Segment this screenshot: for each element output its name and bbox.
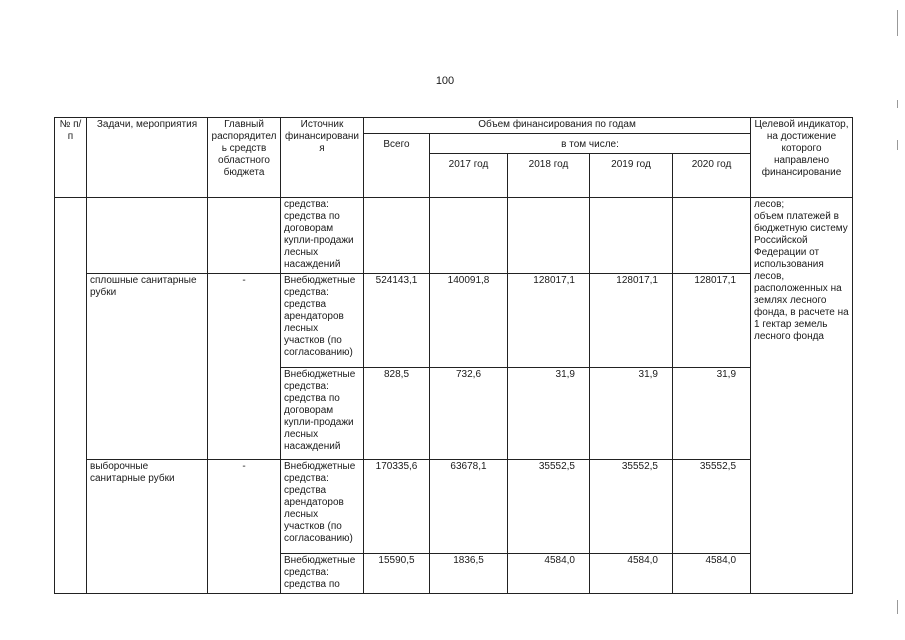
cell-total: 524143,1: [364, 274, 430, 368]
scan-edge-mark: [897, 600, 898, 614]
cell-2019: [590, 198, 673, 274]
cell-2020: 31,9: [673, 368, 751, 460]
cell-distributor: -: [208, 274, 281, 460]
cell-source: Внебюджетные средства: средства по договорам купли-продажи лесных насаждений: [281, 368, 364, 460]
cell-2020: 35552,5: [673, 460, 751, 554]
cell-2020: 128017,1: [673, 274, 751, 368]
cell-total: 828,5: [364, 368, 430, 460]
header-target: Целевой индикатор, на достижение которого направлено финансирование: [751, 118, 853, 198]
cell-2018: 35552,5: [508, 460, 590, 554]
cell-2017: [430, 198, 508, 274]
cell-source: Внебюджетные средства: средства арендаторов лесных участков (по согласованию): [281, 460, 364, 554]
cell-2018: 4584,0: [508, 554, 590, 594]
scan-edge-mark: [897, 10, 898, 36]
header-year-2018: 2018 год: [508, 154, 590, 198]
cell-2019: 128017,1: [590, 274, 673, 368]
cell-total: 15590,5: [364, 554, 430, 594]
cell-2017: 1836,5: [430, 554, 508, 594]
header-source: Источник финансирования: [281, 118, 364, 198]
cell-target: лесов; объем платежей в бюджетную систему Российской Федерации от использования лесов, расположенных на землях лесного фонда, в расчете на 1 гектар земель лесного фонда: [751, 198, 853, 594]
cell-num: [55, 198, 87, 594]
cell-task: [87, 198, 208, 274]
cell-total: [364, 198, 430, 274]
cell-task: сплошные санитарные рубки: [87, 274, 208, 460]
cell-distributor: -: [208, 460, 281, 594]
financing-table-wrapper: [54, 117, 853, 594]
table-row: [55, 460, 853, 554]
cell-2017: 63678,1: [430, 460, 508, 554]
cell-2018: 128017,1: [508, 274, 590, 368]
header-year-2019: 2019 год: [590, 154, 673, 198]
cell-2018: 31,9: [508, 368, 590, 460]
cell-task: выборочные санитарные рубки: [87, 460, 208, 594]
header-distributor: Главный распорядитель средств областного бюджета: [208, 118, 281, 198]
cell-source: средства: средства по договорам купли-продажи лесных насаждений: [281, 198, 364, 274]
cell-source: Внебюджетные средства: средства арендаторов лесных участков (по согласованию): [281, 274, 364, 368]
header-year-2017: 2017 год: [430, 154, 508, 198]
header-tasks: Задачи, мероприятия: [87, 118, 208, 198]
header-year-2020: 2020 год: [673, 154, 751, 198]
cell-2019: 35552,5: [590, 460, 673, 554]
cell-total: 170335,6: [364, 460, 430, 554]
table-row: [55, 198, 853, 274]
cell-2017: 732,6: [430, 368, 508, 460]
cell-2019: 31,9: [590, 368, 673, 460]
page-number: 100: [435, 75, 455, 87]
scan-edge-mark: [897, 100, 898, 108]
cell-source: Внебюджетные средства: средства по: [281, 554, 364, 594]
cell-2020: [673, 198, 751, 274]
header-total: Всего: [364, 134, 430, 198]
financing-table: [54, 117, 853, 594]
header-num: № п/п: [55, 118, 87, 198]
header-volume: Объем финансирования по годам: [364, 118, 751, 134]
scan-edge-mark: [897, 140, 898, 150]
cell-2019: 4584,0: [590, 554, 673, 594]
cell-2020: 4584,0: [673, 554, 751, 594]
cell-2017: 140091,8: [430, 274, 508, 368]
cell-distributor: [208, 198, 281, 274]
header-including: в том числе:: [430, 134, 751, 154]
header-row-1: [55, 118, 853, 134]
table-row: [55, 274, 853, 368]
cell-2018: [508, 198, 590, 274]
